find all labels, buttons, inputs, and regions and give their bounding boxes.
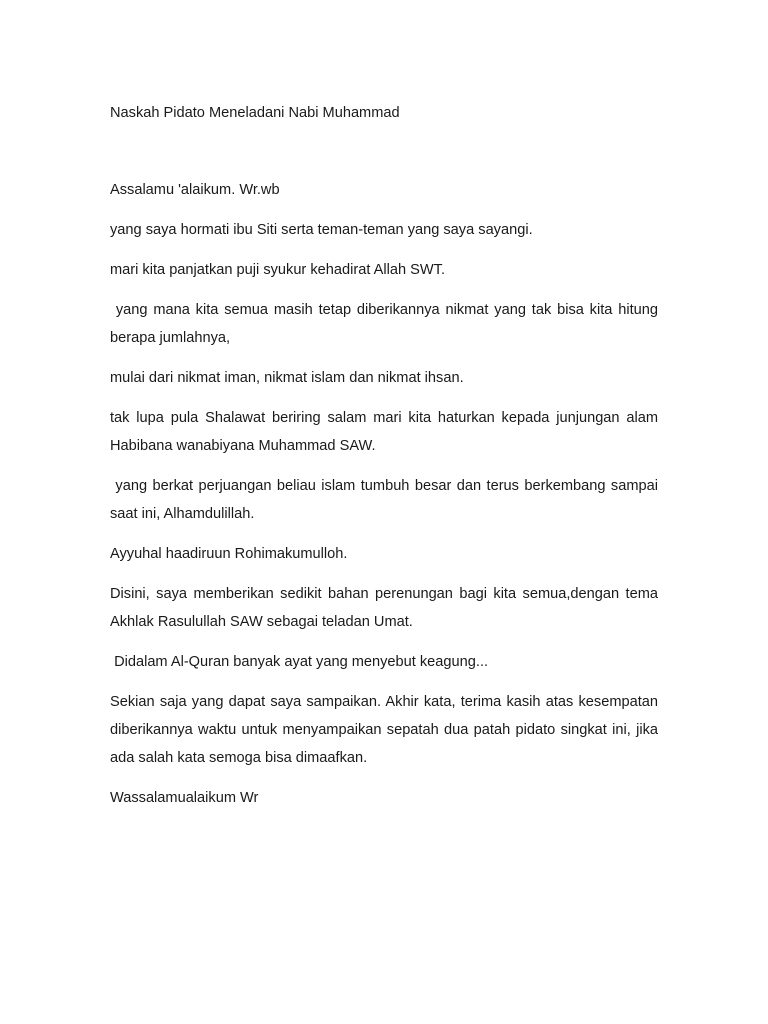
paragraph-quran: Didalam Al-Quran banyak ayat yang menyebut keagung... [110, 654, 489, 670]
document-body [110, 101, 663, 824]
paragraph-greeting: Assalamu 'alaikum. Wr.wb [110, 182, 280, 198]
paragraph-struggle: yang berkat perjuangan beliau islam tumbuh besar dan terus berkembang sampai saat ini, Alhamdulillah. [110, 478, 663, 522]
document-title: Naskah Pidato Meneladani Nabi Muhammad [110, 105, 400, 121]
paragraph-shalawat: tak lupa pula Shalawat beriring salam mari kita haturkan kepada junjungan alam Habibana wanabiyana Muhammad SAW. [110, 410, 658, 454]
paragraph-theme: Disini, saya memberikan sedikit bahan perenungan bagi kita semua,dengan tema Akhlak Rasulullah SAW sebagai teladan Umat. [110, 586, 658, 630]
paragraph-respect: yang saya hormati ibu Siti serta teman-teman yang saya sayangi. [110, 222, 533, 238]
paragraph-favors: mulai dari nikmat iman, nikmat islam dan nikmat ihsan. [110, 370, 464, 386]
paragraph-praise: mari kita panjatkan puji syukur kehadirat Allah SWT. [110, 262, 445, 278]
paragraph-blessings: yang mana kita semua masih tetap diberikannya nikmat yang tak bisa kita hitung berapa jumlahnya, [110, 302, 663, 346]
paragraph-audience: Ayyuhal haadiruun Rohimakumulloh. [110, 546, 348, 562]
paragraph-farewell: Wassalamualaikum Wr [110, 790, 259, 806]
paragraph-closing: Sekian saja yang dapat saya sampaikan. Akhir kata, terima kasih atas kesempatan diberikannya waktu untuk menyampaikan sepatah dua patah pidato singkat ini, jika ada salah kata semoga bisa dimaafkan. [110, 694, 658, 766]
